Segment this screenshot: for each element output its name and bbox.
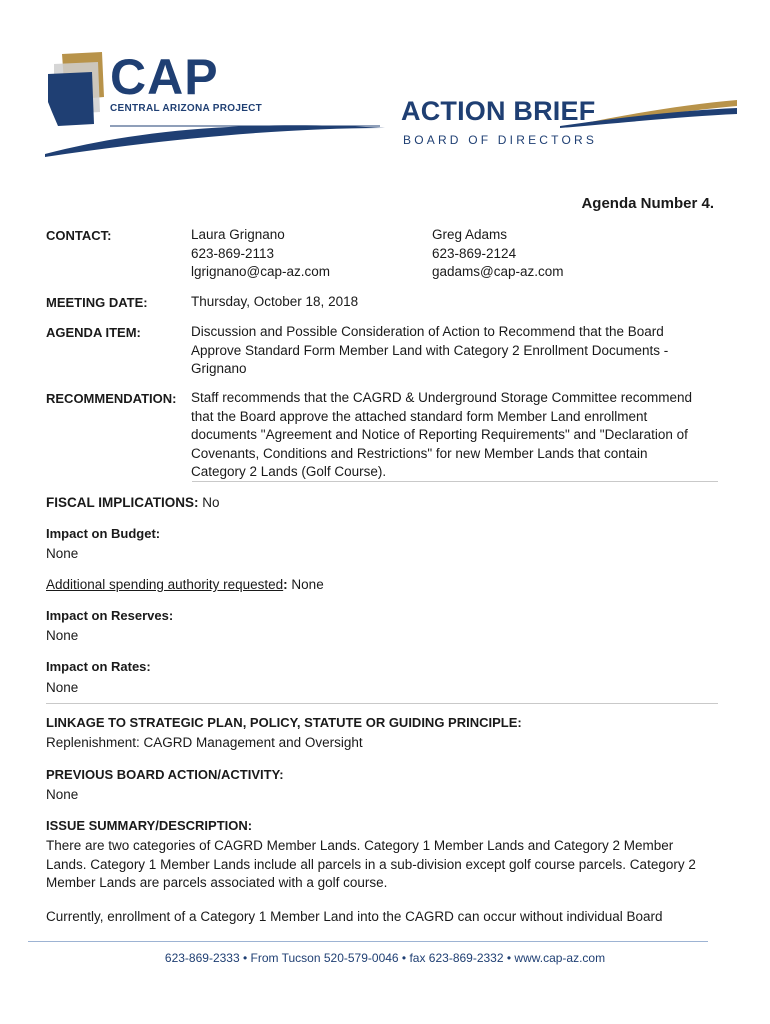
fiscal-implications-label: FISCAL IMPLICATIONS: xyxy=(46,495,199,510)
section-divider xyxy=(46,703,718,704)
meeting-date-value: Thursday, October 18, 2018 xyxy=(191,294,359,309)
additional-spending xyxy=(46,576,324,595)
cap-logo-wordmark: CAP xyxy=(110,49,219,105)
cap-logo-subtitle: CENTRAL ARIZONA PROJECT xyxy=(110,103,263,114)
impact-on-budget-label: Impact on Budget: xyxy=(46,526,161,541)
agenda-item-text xyxy=(191,323,668,379)
recommendation-line: Covenants, Conditions and Restrictions" for new Member Lands that contain xyxy=(191,445,648,461)
contact-person-2 xyxy=(432,226,564,282)
impact-on-budget-value: None xyxy=(46,546,79,561)
issue-summary-label: ISSUE SUMMARY/DESCRIPTION: xyxy=(46,818,253,833)
additional-spending-label: Additional spending authority requested xyxy=(46,577,284,592)
agenda-number: Agenda Number 4. xyxy=(581,195,714,212)
contact-email: gadams@cap-az.com xyxy=(432,264,564,279)
agenda-item-line: Discussion and Possible Consideration of Action to Recommend that the Board xyxy=(191,324,664,339)
agenda-item-label: AGENDA ITEM: xyxy=(46,325,141,340)
board-of-directors-subtitle: BOARD OF DIRECTORS xyxy=(403,133,598,147)
additional-spending-value: None xyxy=(287,577,324,592)
fiscal-implications-value: No xyxy=(198,495,220,510)
recommendation-line: that the Board approve the attached standard form Member Land enrollment xyxy=(191,408,648,424)
meeting-date-label: MEETING DATE: xyxy=(46,295,148,310)
impact-on-reserves-label: Impact on Reserves: xyxy=(46,608,174,623)
recommendation-line: documents "Agreement and Notice of Reporting Requirements" and "Declaration of xyxy=(191,427,688,442)
contact-label: CONTACT: xyxy=(46,228,112,243)
linkage-value: Replenishment: CAGRD Management and Oversight xyxy=(46,735,363,750)
action-brief-title: ACTION BRIEF xyxy=(401,96,596,126)
additional-spending-colon: : xyxy=(283,577,288,592)
issue-summary-line: Member Lands are parcels associated with a golf course. xyxy=(46,875,388,890)
impact-on-reserves-value: None xyxy=(46,628,79,643)
issue-continuation: Currently, enrollment of a Category 1 Member Land into the CAGRD can occur without individual Board xyxy=(46,909,663,924)
fiscal-implications xyxy=(46,494,220,513)
contact-phone: 623-869-2124 xyxy=(432,245,517,261)
contact-person-1 xyxy=(191,226,330,282)
impact-on-rates-value: None xyxy=(46,680,79,695)
contact-name: Greg Adams xyxy=(432,227,508,242)
issue-summary-line: There are two categories of CAGRD Member Lands. Category 1 Member Lands and Category 2 Member xyxy=(46,838,674,853)
previous-action-value: None xyxy=(46,787,79,802)
contact-name: Laura Grignano xyxy=(191,227,285,242)
contact-email: lgrignano@cap-az.com xyxy=(191,264,331,279)
footer-contact: 623-869-2333 • From Tucson 520-579-0046 • fax 623-869-2332 • www.cap-az.com xyxy=(164,951,606,965)
issue-summary-text xyxy=(46,837,696,893)
recommendation-text xyxy=(191,389,692,482)
contact-phone: 623-869-2113 xyxy=(191,245,275,261)
section-divider xyxy=(192,481,718,482)
swoosh-navy xyxy=(45,125,385,157)
recommendation-line: Staff recommends that the CAGRD & Underground Storage Committee recommend xyxy=(191,390,692,405)
linkage-label: LINKAGE TO STRATEGIC PLAN, POLICY, STATUTE OR GUIDING PRINCIPLE: xyxy=(46,715,522,730)
recommendation-label: RECOMMENDATION: xyxy=(46,391,177,406)
previous-action-label: PREVIOUS BOARD ACTION/ACTIVITY: xyxy=(46,767,284,782)
recommendation-line: Category 2 Lands (Golf Course). xyxy=(191,464,387,479)
arizona-emblem-navy xyxy=(48,72,94,126)
impact-on-rates-label: Impact on Rates: xyxy=(46,659,151,674)
footer-rule xyxy=(28,941,708,942)
agenda-item-line: Grignano xyxy=(191,361,247,376)
agenda-item-line: Approve Standard Form Member Land with Category 2 Enrollment Documents - xyxy=(191,342,669,358)
issue-summary-line: Lands. Category 1 Member Lands include all parcels in a sub-division except golf course parcels. Category 2 xyxy=(46,856,696,872)
